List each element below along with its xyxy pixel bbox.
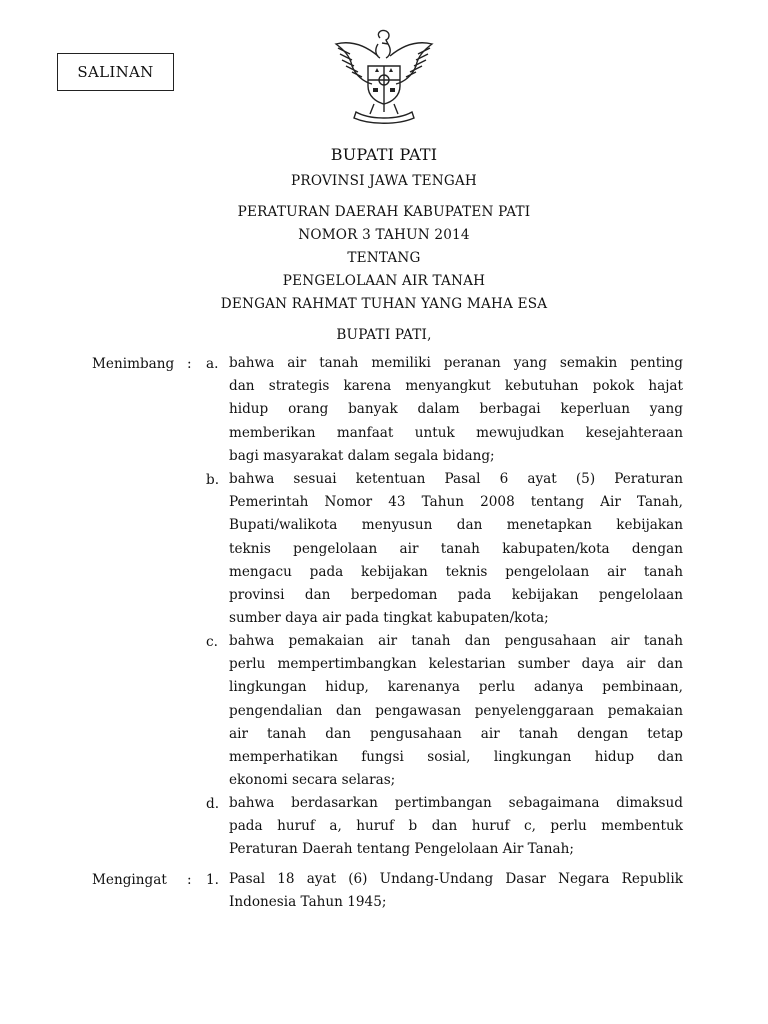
garuda-pancasila-emblem-icon [330,26,438,128]
item-mark: c. [206,634,218,650]
header-regulation: PERATURAN DAERAH KABUPATEN PATI [237,204,531,220]
mengingat-label: Mengingat [92,872,167,888]
text-line: bahwa sesuai ketentuan Pasal 6 ayat (5) Peraturan [229,471,683,487]
header-subject: PENGELOLAAN AIR TANAH [282,273,486,289]
header-title: BUPATI PATI [330,145,438,164]
text-line: pengendalian dan pengawasan penyelenggaraan pemakaian [229,702,683,719]
mengingat-item-1 [229,868,683,914]
text-line: ekonomi secara selaras; [229,772,396,789]
text-line: Indonesia Tahun 1945; [229,894,387,911]
text-line: bahwa pemakaian air tanah dan pengusahaan air tanah [229,633,683,649]
menimbang-label: Menimbang [92,356,175,372]
item-mark: b. [206,472,220,488]
menimbang-item-d [229,792,683,862]
mengingat-colon: : [187,872,192,888]
text-line: perlu mempertimbangkan kelestarian sumber daya air dan [229,656,683,673]
header-tentang: TENTANG [347,250,421,266]
header-bupati: BUPATI PATI, [336,327,432,343]
salinan-stamp: SALINAN [57,53,174,91]
text-line: bahwa air tanah memiliki peranan yang semakin penting [229,355,683,371]
text-line: pada huruf a, huruf b dan huruf c, perlu membentuk [229,818,683,835]
text-line: Bupati/walikota menyusun dan menetapkan kebijakan [229,517,683,534]
text-line: memberikan manfaat untuk mewujudkan kesejahteraan [229,424,683,441]
header-number: NOMOR 3 TAHUN 2014 [298,227,470,243]
text-line: air tanah dan pengusahaan air tanah dengan tetap [229,725,683,742]
text-line: bagi masyarakat dalam segala bidang; [229,447,495,464]
text-line: sumber daya air pada tingkat kabupaten/kota; [229,610,549,627]
text-line: memperhatikan fungsi sosial, lingkungan hidup dan [229,749,683,766]
menimbang-colon: : [187,356,192,372]
menimbang-item-b [229,468,683,630]
text-line: Pemerintah Nomor 43 Tahun 2008 tentang Air Tanah, [229,494,683,511]
text-line: Peraturan Daerah tentang Pengelolaan Air Tanah; [229,841,574,858]
text-line: Pasal 18 ayat (6) Undang-Undang Dasar Negara Republik [229,871,683,887]
text-line: hidup orang banyak dalam berbagai keperluan yang [229,401,683,418]
text-line: bahwa berdasarkan pertimbangan sebagaimana dimaksud [229,795,683,811]
item-mark: a. [206,356,219,372]
header-invocation: DENGAN RAHMAT TUHAN YANG MAHA ESA [220,296,548,312]
menimbang-item-c [229,630,683,792]
menimbang-item-a [229,352,683,468]
item-mark: d. [206,796,220,812]
text-line: teknis pengelolaan air tanah kabupaten/kota dengan [229,540,683,557]
text-line: provinsi dan berpedoman pada kebijakan pengelolaan [229,587,683,604]
text-line: mengacu pada kebijakan teknis pengelolaan air tanah [229,563,683,580]
item-mark: 1. [206,872,219,888]
header-province: PROVINSI JAWA TENGAH [291,173,477,189]
text-line: lingkungan hidup, karenanya perlu adanya pembinaan, [229,679,683,696]
text-line: dan strategis karena menyangkut kebutuhan pokok hajat [229,378,683,395]
